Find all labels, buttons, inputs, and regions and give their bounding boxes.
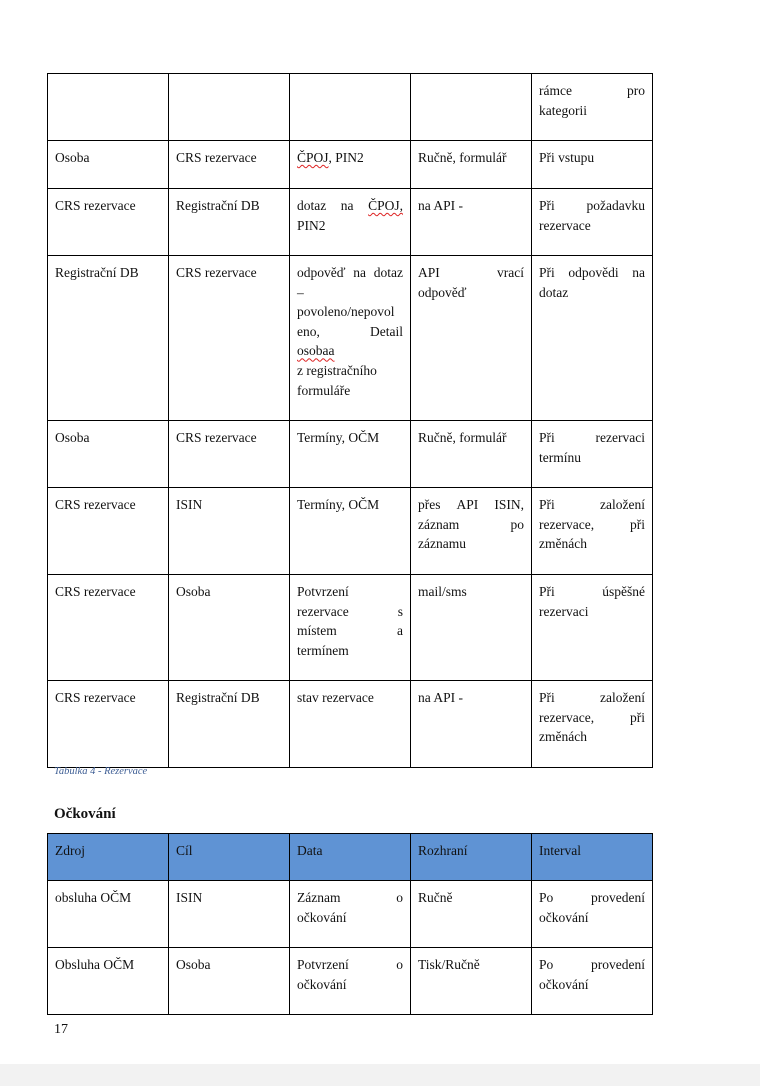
cell-text: odpověď: [418, 284, 467, 300]
interval-word: kategorii: [539, 102, 587, 118]
cell-source: CRS rezervace: [48, 575, 169, 681]
cell-text: rezervace,: [539, 516, 595, 532]
cell-text: Při: [539, 584, 555, 599]
cell-text: místem: [297, 623, 337, 639]
header-source: Zdroj: [48, 834, 169, 881]
cell-target: Registrační DB: [169, 681, 290, 768]
cell-text: odpověď: [297, 265, 346, 280]
page-number: 17: [54, 1022, 68, 1037]
cell-data: Termíny, OČM: [290, 488, 411, 575]
cell-text: požadavku: [586, 198, 645, 213]
cell-text: při: [630, 709, 645, 725]
cell-text: úspěšné: [602, 584, 645, 599]
header-data: Data: [290, 834, 411, 881]
cell-target: Registrační DB: [169, 189, 290, 256]
section-heading: Očkování: [54, 806, 116, 822]
cell-text: termínem: [297, 642, 349, 658]
cell-text: z registračního: [297, 362, 377, 378]
cell-text: po: [510, 516, 524, 532]
spellcheck-word: ČPOJ,: [368, 198, 403, 213]
cell-text: na: [353, 265, 366, 280]
cell-text: záznamu: [418, 536, 466, 552]
cell-text: záznam: [418, 516, 460, 532]
cell-text: při: [630, 516, 645, 532]
header-interface: Rozhraní: [411, 834, 532, 881]
cell-source: Osoba: [48, 141, 169, 189]
cell-interface: Ručně, formulář: [411, 141, 532, 189]
cell-text: Detail: [370, 323, 403, 339]
cell-interval: [532, 189, 653, 256]
cell-text: rezervace: [539, 217, 591, 233]
table-row: [48, 681, 653, 768]
reservation-table: [47, 73, 653, 768]
cell-text: , PIN2: [328, 150, 364, 165]
table-caption: Tabulka 4 - Rezervace: [54, 766, 148, 777]
cell-text: PIN2: [297, 217, 326, 233]
cell-text: na: [632, 265, 645, 280]
cell-data: [290, 189, 411, 256]
cell-interval: [532, 488, 653, 575]
cell-interval: [532, 881, 653, 948]
cell-interval: [532, 575, 653, 681]
cell-source: CRS rezervace: [48, 189, 169, 256]
page-bottom-edge: [0, 1064, 760, 1086]
cell-data: [290, 948, 411, 1015]
cell-text: formuláře: [297, 382, 351, 398]
header-interval: Interval: [532, 834, 653, 881]
cell-target: ISIN: [169, 881, 290, 948]
table-row: [48, 488, 653, 575]
header-target: Cíl: [169, 834, 290, 881]
cell-data: Termíny, OČM: [290, 421, 411, 488]
cell-interface: na API -: [411, 681, 532, 768]
cell-text: –: [297, 284, 304, 300]
cell-interface: Tisk/Ručně: [411, 948, 532, 1015]
cell-text: ISIN,: [494, 497, 524, 512]
cell-text: dotaz: [539, 284, 569, 300]
cell-source: [48, 74, 169, 141]
cell-text: Při: [539, 430, 555, 445]
cell-text: API: [456, 497, 479, 512]
cell-text: dotaz: [373, 265, 403, 280]
cell-interface: [411, 488, 532, 575]
cell-text: očkování: [539, 909, 589, 925]
cell-interface: Ručně, formulář: [411, 421, 532, 488]
cell-interval: Při vstupu: [532, 141, 653, 189]
cell-text: provedení: [591, 957, 645, 972]
cell-interface: [411, 256, 532, 421]
cell-source: Registrační DB: [48, 256, 169, 421]
cell-interval: [532, 948, 653, 1015]
cell-text: Při: [539, 265, 555, 280]
cell-data: [290, 881, 411, 948]
cell-data: [290, 256, 411, 421]
cell-text: změnách: [539, 729, 587, 745]
table-row: [48, 948, 653, 1015]
table-row: [48, 881, 653, 948]
cell-interface: [411, 74, 532, 141]
cell-source: Osoba: [48, 421, 169, 488]
cell-data: [290, 74, 411, 141]
vaccination-table: [47, 833, 653, 1015]
cell-text: přes: [418, 497, 441, 512]
cell-text: Při: [539, 690, 555, 705]
cell-text: na: [340, 198, 354, 213]
cell-text: Po: [539, 957, 554, 972]
table-row: [48, 74, 653, 141]
cell-text: rezervace,: [539, 709, 595, 725]
cell-target: CRS rezervace: [169, 141, 290, 189]
table-row: [48, 256, 653, 421]
table-header-row: [48, 834, 653, 881]
table-row: [48, 421, 653, 488]
cell-target: [169, 74, 290, 141]
cell-text: Při: [539, 497, 555, 512]
cell-text: odpovědi: [568, 265, 619, 280]
cell-text: rezervaci: [595, 430, 645, 445]
cell-text: rezervace: [297, 603, 349, 619]
cell-text: dotaz: [297, 198, 327, 213]
cell-source: CRS rezervace: [48, 488, 169, 575]
table-row: [48, 141, 653, 189]
interval-word: rámce: [539, 83, 572, 98]
spellcheck-word: osobaa: [297, 343, 335, 359]
cell-target: Osoba: [169, 948, 290, 1015]
interval-word: pro: [627, 83, 645, 98]
cell-text: očkování: [539, 976, 589, 992]
cell-text: Potvrzení: [297, 584, 349, 599]
cell-text: Při: [539, 198, 555, 213]
cell-interface: mail/sms: [411, 575, 532, 681]
cell-text: Záznam: [297, 890, 341, 905]
cell-target: Osoba: [169, 575, 290, 681]
cell-text: vrací: [497, 265, 524, 280]
cell-text: Po: [539, 890, 554, 905]
cell-source: CRS rezervace: [48, 681, 169, 768]
cell-data: stav rezervace: [290, 681, 411, 768]
cell-text: API: [418, 265, 440, 280]
cell-interval: [532, 681, 653, 768]
cell-text: o: [396, 957, 403, 972]
cell-source: obsluha OČM: [48, 881, 169, 948]
cell-text: a: [397, 623, 403, 639]
cell-interval: [532, 74, 653, 141]
cell-target: CRS rezervace: [169, 421, 290, 488]
cell-text: provedení: [591, 890, 645, 905]
cell-interval: [532, 256, 653, 421]
cell-text: změnách: [539, 536, 587, 552]
table-row: [48, 189, 653, 256]
spellcheck-word: ČPOJ: [297, 150, 329, 165]
cell-text: povoleno/nepovol: [297, 304, 395, 320]
cell-text: Potvrzení: [297, 957, 349, 972]
cell-interface: Ručně: [411, 881, 532, 948]
cell-text: o: [396, 890, 403, 905]
cell-text: založení: [600, 690, 645, 705]
table-row: [48, 575, 653, 681]
cell-source: Obsluha OČM: [48, 948, 169, 1015]
cell-target: ISIN: [169, 488, 290, 575]
cell-text: rezervaci: [539, 603, 589, 619]
cell-data: [290, 141, 411, 189]
cell-text: očkování: [297, 909, 347, 925]
cell-data: [290, 575, 411, 681]
cell-target: CRS rezervace: [169, 256, 290, 421]
cell-text: očkování: [297, 976, 347, 992]
cell-text: založení: [600, 497, 645, 512]
cell-text: s: [397, 603, 403, 619]
cell-text: eno,: [297, 323, 320, 339]
cell-text: termínu: [539, 449, 581, 465]
cell-interval: [532, 421, 653, 488]
cell-interface: na API -: [411, 189, 532, 256]
